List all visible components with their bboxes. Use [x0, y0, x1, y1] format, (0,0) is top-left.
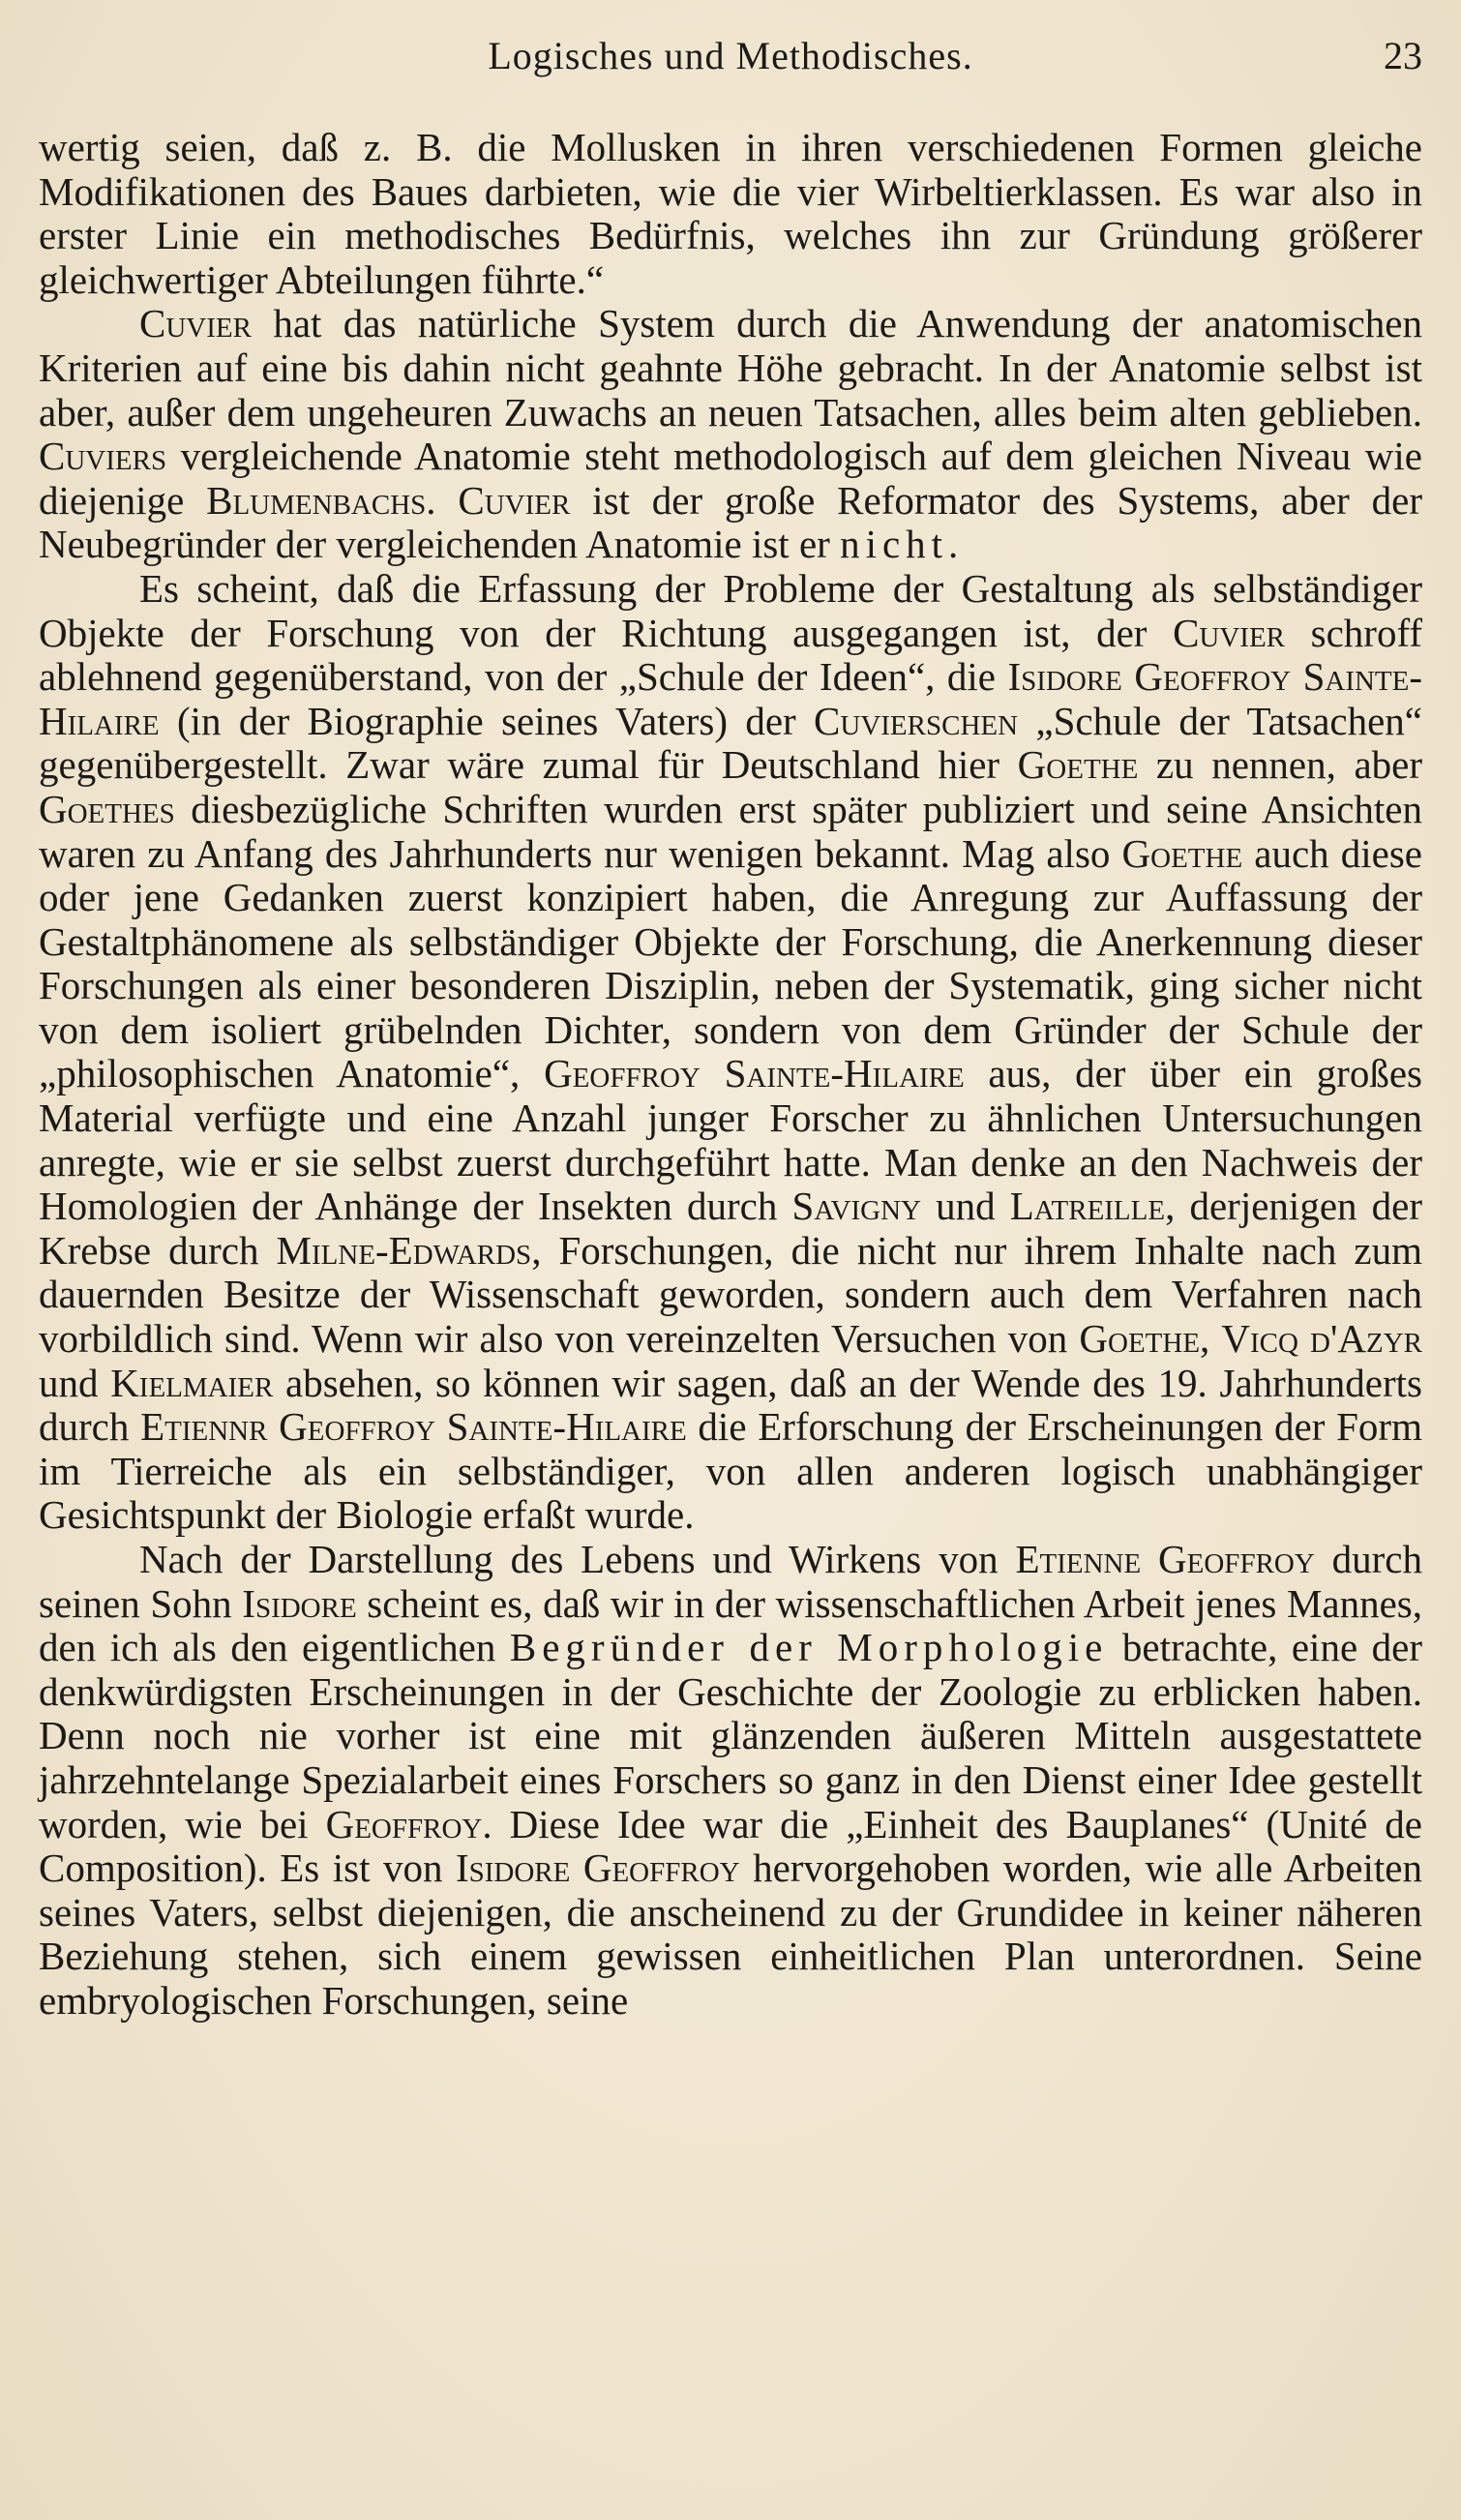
person-name: Cuvier: [1173, 610, 1286, 655]
person-name: Isidore: [242, 1580, 357, 1626]
person-name: Geoffroy: [325, 1801, 483, 1846]
person-name: Blumenbachs: [206, 477, 427, 523]
text-run: .: [426, 477, 459, 523]
text-run: schroff ablehnend gegenüberstand, von der „Schule der Ideen“, die: [39, 610, 1423, 700]
person-name: Goethes: [39, 786, 175, 831]
text-run: ist der große Reformator des Systems, aber der Neubegründer der vergleichenden Anatomie ist er: [39, 477, 1422, 567]
text-run: vergleichende Anatomie steht methodologisch auf dem gleichen Niveau wie diejenige: [39, 434, 1422, 523]
text-run: und: [39, 1360, 111, 1405]
person-name: Geoffroy Sainte-Hilaire: [544, 1051, 965, 1096]
paragraph: [39, 1538, 1422, 2024]
emphasis-text: Begründer der Morphologie: [509, 1625, 1109, 1670]
text-run: diesbezügliche Schriften wurden erst später publiziert und seine Ansichten waren zu Anfang des Jahrhunderts nur wenigen bekannt. Mag also: [39, 786, 1422, 876]
text-run: „Schule der Tatsachen“ gegenübergestellt. Zwar wäre zumal für Deutschland hier: [39, 698, 1422, 788]
emphasis-text: nicht: [840, 522, 949, 567]
text-run: und: [920, 1184, 1010, 1229]
text-run: Nach der Darstellung des Lebens und Wirkens von: [139, 1537, 1016, 1581]
text-run: . Diese Idee war die „Einheit des Bauplanes“ (Unité de Composition). Es ist von: [39, 1801, 1423, 1891]
person-name: Cuvierschen: [814, 698, 1019, 743]
paragraph: [39, 126, 1422, 302]
person-name: Etiennr Geoffroy Sainte-Hilaire: [140, 1404, 687, 1450]
text-run: (in der Biographie seines Vaters) der: [159, 698, 815, 743]
person-name: Isidore Geoffroy Sainte-Hilaire: [39, 654, 1422, 743]
person-name: Goethe: [1017, 742, 1139, 788]
running-title: Logisches und Methodisches.: [488, 34, 973, 77]
person-name: Savigny: [791, 1184, 921, 1229]
text-run: zu nennen, aber: [1138, 742, 1422, 788]
text-run: absehen, so können wir sagen, daß an der Wende des 19. Jahrhunderts durch: [39, 1360, 1422, 1450]
text-run: die Erforschung der Erscheinungen der Form im Tierreiche als ein selbständiger, von allen anderen logisch unabhängiger Gesichtspunkt der Biologie erfaßt wurde.: [39, 1404, 1422, 1538]
text-run: hat das natürliche System durch die Anwendung der anatomischen Kriterien auf eine bis dahin nicht geahnte Höhe gebracht. In der Anatomie selbst ist aber, außer dem ungeheuren Zuwachs an neuen Tatsachen, alles beim alten geblieben.: [39, 301, 1422, 435]
text-run: auch diese oder jene Gedanken zuerst konzipiert haben, die Anregung zur Auffassung der Gestaltphänomene als selbständiger Objekte der Forschung, die Anerkennung dieser Forschungen als einer besonderen Disziplin, neben der Systematik, ging sicher nicht von dem isoliert grübelnden Dichter, sondern von dem Gründer der Schule der „philosophischen Anatomie“,: [39, 830, 1422, 1096]
text-run: Es scheint, daß die Erfassung der Probleme der Gestaltung als selbständiger Objekte der Forschung von der Richtung ausgegangen ist, der: [39, 565, 1422, 655]
text-run: hervorgehoben worden, wie alle Arbeiten seines Vaters, selbst diejenigen, die anscheinend zu der Grundidee in keiner näheren Beziehung stehen, sich einem gewissen einheitlichen Plan unterordnen. Seine embryologischen Forschungen, seine: [39, 1845, 1422, 2023]
person-name: Latreille: [1009, 1184, 1166, 1229]
text-run: betrachte, eine der denkwürdigsten Erscheinungen in der Geschichte der Zoologie zu erblicken haben. Denn noch nie vorher ist eine mit glänzenden äußeren Mitteln ausgestattete jahrzehntelange Spezialarbeit eines Forschers so ganz in den Dienst einer Idee gestellt worden, wie bei: [39, 1625, 1423, 1846]
person-name: Cuvier: [139, 301, 252, 346]
text-run: , Forschungen, die nicht nur ihrem Inhalte nach zum dauernden Besitze der Wissenschaft geworden, sondern auch dem Verfahren nach vorbildlich sind. Wenn wir also von vereinzelten Versuchen von: [39, 1227, 1422, 1362]
text-run: .: [948, 522, 959, 567]
text-run: wertig seien, daß z. B. die Mollusken in ihren verschiedenen Formen gleiche Modifikationen des Baues darbieten, wie die vier Wirbeltierklassen. Es war also in erster Linie ein methodisches Bedürfnis, welches ihn zur Gründung größerer gleichwertiger Abteilungen führte.“: [39, 125, 1422, 302]
person-name: Milne-Edwards: [276, 1227, 532, 1273]
person-name: Goethe: [1121, 830, 1243, 876]
person-name: Kielmaier: [110, 1360, 274, 1405]
person-name: Isidore Geoffroy: [455, 1845, 740, 1891]
page-number: 23: [1384, 34, 1422, 77]
person-name: Goethe: [1079, 1316, 1201, 1362]
text-run: durch seinen Sohn: [39, 1537, 1422, 1626]
person-name: Cuvier: [458, 477, 571, 523]
person-name: Etienne Geoffroy: [1015, 1537, 1315, 1581]
page-header: [39, 33, 1422, 91]
text-run: aus, der über ein großes Material verfügte und eine Anzahl junger Forscher zu ähnlichen Untersuchungen anregte, wie er sie selbst zuerst durchgeführt hatte. Man denke an den Nachweis der Homologien der Anhänge der Insekten durch: [39, 1051, 1422, 1229]
body-text: [39, 126, 1422, 2024]
text-run: scheint es, daß wir in der wissenschaftlichen Arbeit jenes Mannes, den ich als den eigentlichen: [39, 1580, 1423, 1670]
person-name: Vicq d'Azyr: [1221, 1316, 1422, 1362]
person-name: Cuviers: [39, 434, 167, 479]
text-run: ,: [1200, 1316, 1222, 1362]
paragraph: [39, 567, 1422, 1538]
text-run: , derjenigen der Krebse durch: [39, 1184, 1423, 1273]
paragraph: [39, 302, 1422, 567]
